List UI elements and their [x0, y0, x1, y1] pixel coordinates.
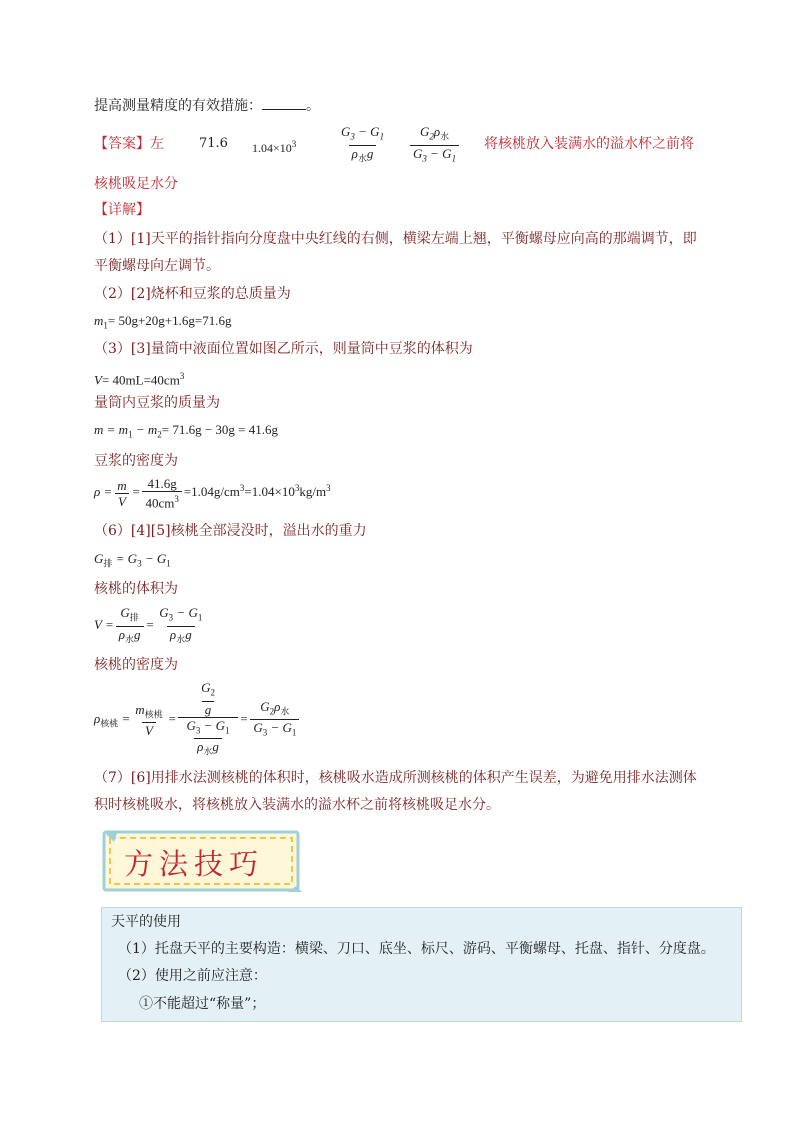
p6c-text: 核桃的密度为: [94, 657, 178, 673]
p3b-text: 量筒内豆浆的质量为: [94, 395, 220, 411]
p6b-text: 核桃的体积为: [94, 581, 178, 597]
tips-item-3: ①不能超过“称量”；: [139, 996, 266, 1012]
answer-2: 71.6: [199, 136, 228, 151]
p3-eq: $V= 40mL=40cm^3$: [94, 371, 185, 388]
p6c-eq: $\rho_{核桃}$ = $\frac{m_{核桃}}{V}$ = $\frac{\frac{G_2}{g}}{\frac{G_3 - G_1}{\rho_水g}}$ = $\frac{G_2\rho_水}{G_3 - G_1}$: [94, 680, 301, 760]
tips-item-1: （1）托盘天平的主要构造：横梁、刀口、底坐、标尺、游码、平衡螺母、托盘、指针、分度盘。: [118, 941, 715, 957]
answer-4-fraction: $\frac{G_3 - G_1}{\rho_水g}$: [336, 124, 389, 166]
p2-text: （2）[2]烧杯和豆浆的总质量为: [94, 286, 291, 302]
p7-line2: 积时核桃吸水，将核桃放入装满水的溢水杯之前将核桃吸足水分。: [94, 797, 500, 813]
tips-box: [101, 907, 742, 1022]
detail-label: 【详解】: [94, 202, 150, 218]
tips-title: 天平的使用: [111, 914, 181, 930]
answer-5-fraction: $\frac{G_2\rho_水}{G_3 - G_1}$: [408, 124, 461, 166]
p6-eq: $G_排 = G_3 - G_1$: [94, 551, 171, 569]
p1-line1: （1）[1]天平的指针指向分度盘中央红线的右侧，横梁左端上翘，平衡螺母应向高的那端调节，即: [94, 231, 697, 247]
p3-text: （3）[3]量筒中液面位置如图乙所示，则量筒中豆浆的体积为: [94, 341, 473, 357]
p2-eq: $m_1= 50g+20g+1.6g=71.6g$: [94, 313, 232, 331]
answer-6: 将核桃放入装满水的溢水杯之前将: [484, 136, 694, 152]
method-badge: [102, 830, 304, 894]
p6-text: （6）[4][5]核桃全部浸没时，溢出水的重力: [94, 523, 367, 539]
prompt-line: 提高测量精度的有效措施： 。: [94, 98, 320, 114]
p3c-text: 豆浆的密度为: [94, 453, 178, 469]
p6b-eq: V = $\frac{G_排}{\rho_水g}$ = $\frac{G_3 - G_1}{\rho_水g}$: [94, 605, 207, 647]
tips-item-2: （2）使用之前应注意：: [118, 968, 267, 984]
answer-label: 【答案】左: [94, 136, 164, 152]
p3b-eq: $m = m_1 - m_2= 71.6g - 30g = 41.6g$: [94, 422, 278, 440]
p7-line1: （7）[6]用排水法测核桃的体积时，核桃吸水造成所测核桃的体积产生误差，为避免用排水法测体: [94, 770, 697, 786]
answer-blank: [262, 97, 306, 110]
badge-title: 方法技巧: [124, 847, 265, 881]
answer-3: $1.04\times 10^3$: [252, 139, 297, 155]
p3c-eq: ρ = $\frac{m}{V}$ = $\frac{41.6g}{40cm^3}$ $=1.04g/cm^3=1.04\times 10^3kg/m^3$: [94, 476, 331, 511]
p1-line2: 平衡螺母向左调节。: [94, 258, 220, 274]
answer-6-cont: 核桃吸足水分: [94, 176, 178, 192]
